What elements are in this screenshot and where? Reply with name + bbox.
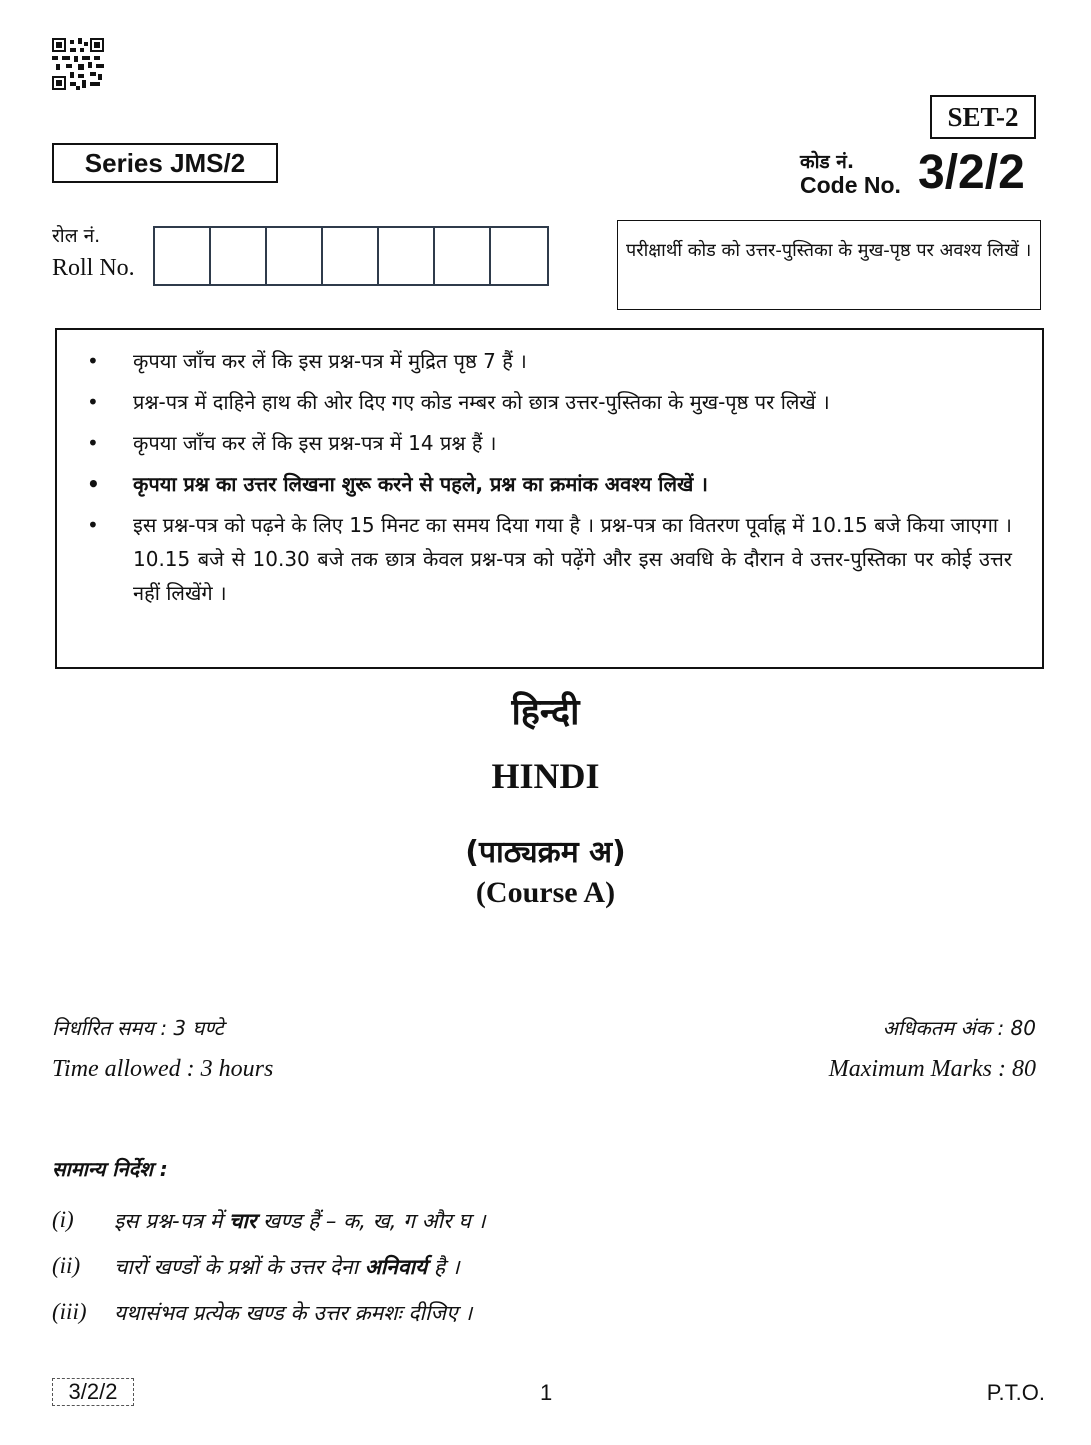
roll-number-cell[interactable] — [323, 228, 379, 284]
roll-number-cell[interactable] — [435, 228, 491, 284]
pto-label: P.T.O. — [986, 1380, 1045, 1405]
page-number: 1 — [540, 1380, 553, 1405]
notice-box — [55, 328, 1044, 669]
series-label: Series JMS/2 — [52, 143, 278, 183]
instruction-text: चारों खण्डों के प्रश्नों के उत्तर देना — [114, 1255, 365, 1279]
course-hindi: (पाठ्यक्रम अ) — [465, 835, 626, 870]
roll-label-english: Roll No. — [52, 255, 135, 281]
footer-code: 3/2/2 — [52, 1378, 134, 1406]
general-instruction-item — [52, 1253, 460, 1281]
code-number: 3/2/2 — [918, 146, 1025, 199]
roll-number-cell[interactable] — [211, 228, 267, 284]
notice-item: • कृपया प्रश्न का उत्तर लिखना शुरू करने से पहले, प्रश्न का क्रमांक अवश्य लिखें । — [87, 467, 1012, 501]
instruction-number: (iii) — [52, 1299, 87, 1324]
instruction-text: है । — [427, 1255, 460, 1279]
subject-english: HINDI — [491, 756, 600, 796]
code-label-hindi: कोड नं. — [800, 151, 855, 173]
set-label: SET-2 — [930, 95, 1036, 139]
instruction-number: (ii) — [52, 1253, 81, 1278]
code-label-english: Code No. — [800, 172, 901, 198]
general-instructions-title: सामान्य निर्देश : — [52, 1157, 168, 1181]
notice-item: • प्रश्न-पत्र में दाहिने हाथ की ओर दिए गए कोड नम्बर को छात्र उत्तर-पुस्तिका के मुख-पृष्ठ पर लिखें । — [87, 385, 1012, 419]
notice-list — [87, 344, 1012, 610]
notice-item: • इस प्रश्न-पत्र को पढ़ने के लिए 15 मिनट का समय दिया गया है । प्रश्न-पत्र का वितरण पूर्वाह्न में 10.15 बजे किया जाएगा । 10.15 बजे से 10.30 बजे तक छात्र केवल प्रश्न-पत्र को पढ़ेंगे और इस अवधि के दौरान वे उत्तर-पुस्तिका पर कोई उत्तर नहीं लिखेंगे । — [87, 508, 1012, 610]
time-allowed-english: Time allowed : 3 hours — [52, 1056, 274, 1082]
time-allowed-hindi: निर्धारित समय : 3 घण्टे — [52, 1016, 224, 1040]
roll-label-hindi: रोल नं. — [52, 225, 101, 247]
maximum-marks-hindi: अधिकतम अंक : 80 — [882, 1016, 1036, 1040]
notice-item: • कृपया जाँच कर लें कि इस प्रश्न-पत्र में 14 प्रश्न हैं । — [87, 426, 1012, 460]
general-instruction-item — [52, 1207, 485, 1235]
subject-hindi: हिन्दी — [511, 692, 580, 733]
notice-item: • कृपया जाँच कर लें कि इस प्रश्न-पत्र में मुद्रित पृष्ठ 7 हैं । — [87, 344, 1012, 378]
roll-number-cell[interactable] — [379, 228, 435, 284]
instruction-emphasis: अनिवार्य — [364, 1255, 428, 1279]
qr-code-icon — [52, 38, 104, 90]
instruction-number: (i) — [52, 1207, 74, 1232]
maximum-marks-english: Maximum Marks : 80 — [828, 1056, 1036, 1082]
candidate-instruction-box: परीक्षार्थी कोड को उत्तर-पुस्तिका के मुख-पृष्ठ पर अवश्य लिखें । — [617, 220, 1041, 310]
roll-number-grid[interactable] — [153, 226, 549, 286]
roll-number-cell[interactable] — [267, 228, 323, 284]
course-english: (Course A) — [475, 876, 616, 909]
general-instruction-item — [52, 1299, 472, 1327]
instruction-text: खण्ड हैं – क, ख, ग और घ । — [256, 1209, 486, 1233]
instruction-text: इस प्रश्न-पत्र में — [114, 1209, 229, 1233]
instruction-emphasis: चार — [228, 1209, 257, 1233]
instruction-text: यथासंभव प्रत्येक खण्ड के उत्तर क्रमशः दीजिए । — [114, 1301, 473, 1325]
roll-number-cell[interactable] — [155, 228, 211, 284]
roll-number-cell[interactable] — [491, 228, 547, 284]
